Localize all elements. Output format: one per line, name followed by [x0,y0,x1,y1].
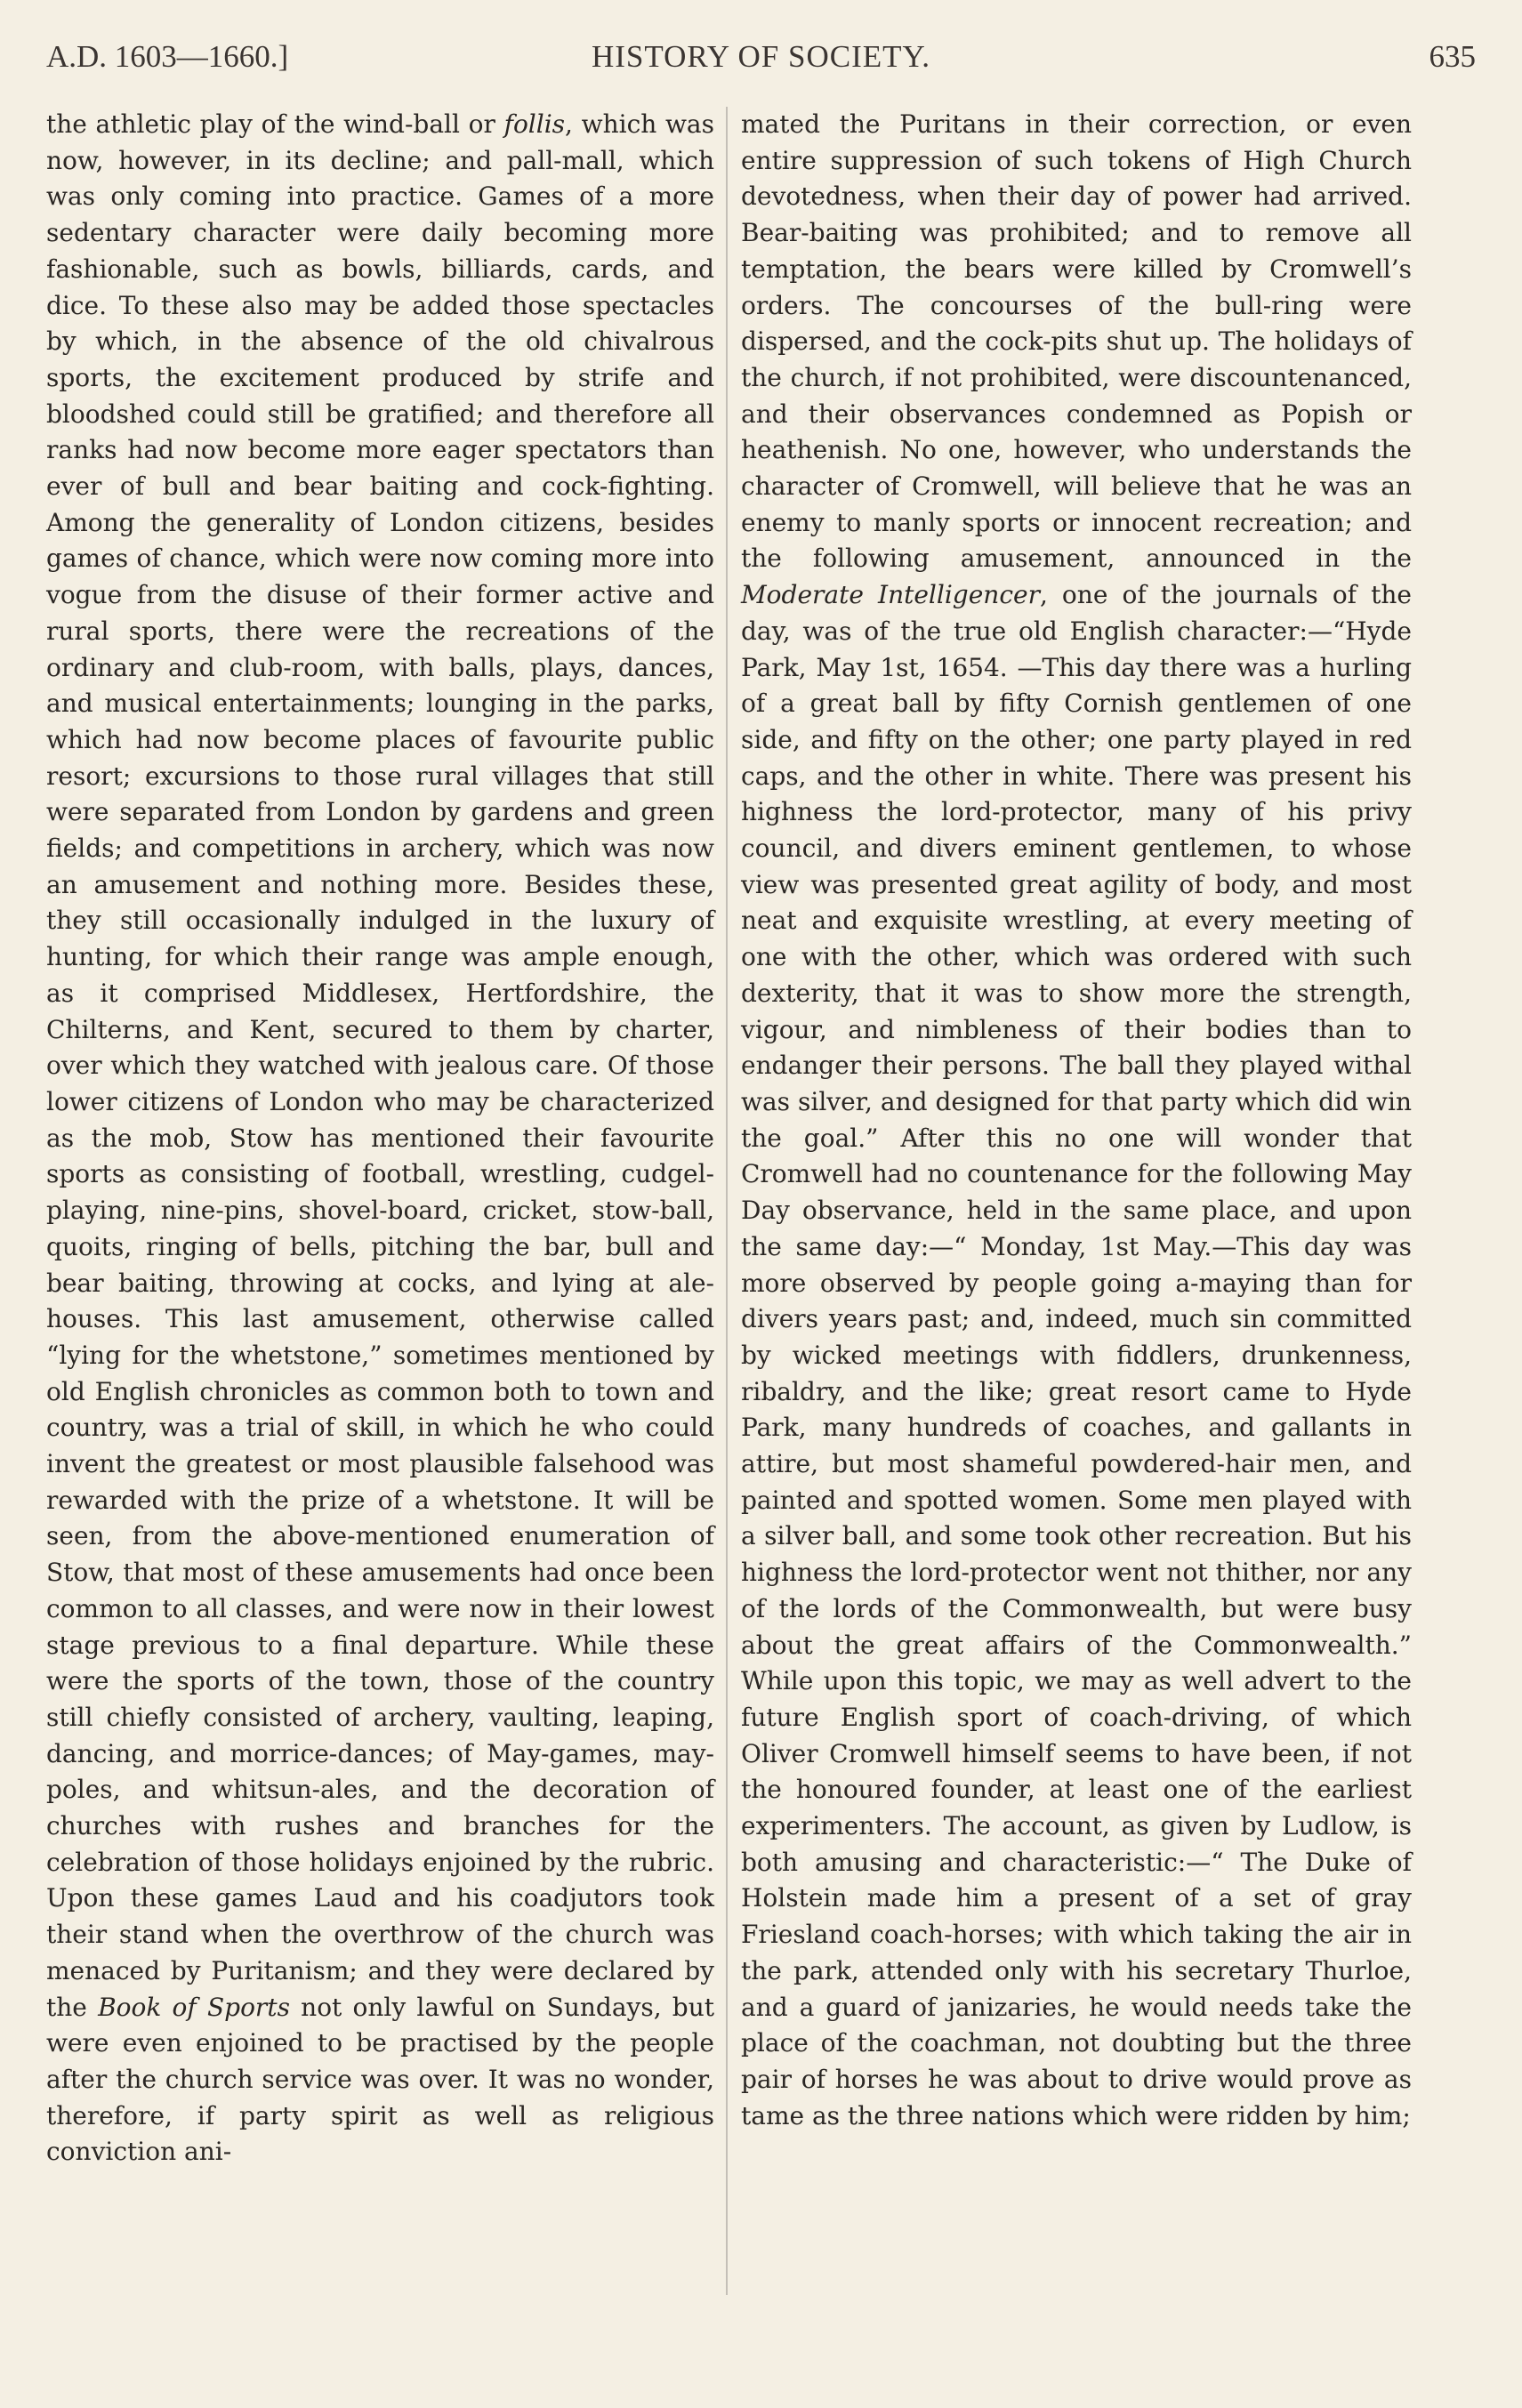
right-column-text [741,107,1412,2134]
text-run: , one of the journals of the day, was of the true old English character:—“Hyde Park, May 1st, 1654. —This day there was a hurling of a great ball by fifty Cornish gentlemen of one side, and fifty on the other; one party played in red caps, and the other in white. There was present his highness the lord-protector, many of his privy council, and divers eminent gentlemen, to whose view was presented great agility of body, and most neat and exquisite wrestling, at every meeting of one with the other, which was ordered with such dexterity, that it was to show more the strength, vigour, and nimbleness of their bodies than to endanger their persons. The ball they played withal was silver, and designed for that party which did win the goal.” After this no one will wonder that Cromwell had no countenance for the following May Day observance, held in the same place, and upon the same day:—“ Monday, 1st May.—This day was more observed by people going a-maying than for divers years past; and, indeed, much sin committed by wicked meetings with fiddlers, drunkenness, ribaldry, and the like; great resort came to Hyde Park, many hundreds of coaches, and gallants in attire, but most shameful powdered-hair men, and painted and spotted women. Some men played with a silver ball, and some took other recreation. But his highness the lord-protector went not thither, nor any of the lords of the Commonwealth, but were busy about the great affairs of the Commonwealth.” While upon this topic, we may as well advert to the future English sport of coach-driving, of which Oliver Cromwell himself seems to have been, if not the honoured founder, at least one of the earliest experimenters. The account, as given by Ludlow, is both amusing and characteristic:—“ The Duke of Holstein made him a present of a set of gray Friesland coach-horses; with which taking the air in the park, attended only with his secretary Thurloe, and a guard of janizaries, he would needs take the place of the coachman, not doubting but the three pair of horses he was about to drive would prove as tame as the three nations which were ridden by him; [741,580,1412,2130]
text-run: , which was now, however, in its decline; and pall-mall, which was only coming into practice. Games of a more sedentary character were daily becoming more fashionable, such as bowls, billiards, cards, and dice. To these also may be added those spectacles by which, in the absence of the old chivalrous sports, the excitement produced by strife and bloodshed could still be gratified; and therefore all ranks had now become more eager spectators than ever of bull and bear baiting and cock-fighting. Among the generality of London citizens, besides games of chance, which were now coming more into vogue from the disuse of their former active and rural sports, there were the recreations of the ordinary and club-room, with balls, plays, dances, and musical entertainments; lounging in the parks, which had now become places of favourite public resort; excursions to those rural villages that still were separated from London by gardens and green fields; and competitions in archery, which was now an amusement and nothing more. Besides these, they still occasionally indulged in the luxury of hunting, for which their range was ample enough, as it comprised Middlesex, Hertfordshire, the Chilterns, and Kent, secured to them by charter, over which they watched with jealous care. Of those lower citizens of London who may be characterized as the mob, Stow has mentioned their favourite sports as consisting of football, wrestling, cudgel-playing, nine-pins, shovel-board, cricket, stow-ball, quoits, ringing of bells, pitching the bar, bull and bear baiting, throwing at cocks, and lying at ale-houses. This last amusement, otherwise called “lying for the whetstone,” sometimes mentioned by old English chronicles as common both to town and country, was a trial of skill, in which he who could invent the greatest or most plausible falsehood was rewarded with the prize of a whetstone. It will be seen, from the above-mentioned enumeration of Stow, that most of these amusements had once been common to all classes, and were now in their lowest stage previous to a final departure. While these were the sports of the town, those of the country still chiefly consisted of archery, vaulting, leaping, dancing, and morrice-dances; of May-games, may-poles, and whitsun-ales, and the decoration of churches with rushes and branches for the celebration of those holidays enjoined by the rubric. Upon these games Laud and his coadjutors took their stand when the overthrow of the church was menaced by Puritanism; and they were declared by the [46,109,714,2022]
running-header [46,39,1476,89]
italic-term: follis [503,109,566,139]
italic-title: Moderate Intelligencer [741,580,1040,610]
page-number: 635 [1429,39,1476,74]
italic-title: Book of Sports [98,1992,290,2022]
left-column [46,107,714,2170]
left-column-text [46,107,714,2170]
column-divider [726,107,728,2295]
text-run: mated the Puritans in their correction, or even entire suppression of such tokens of High Church devotedness, when their day of power had arrived. Bear-baiting was prohibited; and to remove all temptation, the bears were killed by Cromwell’s orders. The concourses of the bull-ring were dispersed, and the cock-pits shut up. The holidays of the church, if not prohibited, were discountenanced, and their observances condemned as Popish or heathenish. No one, however, who understands the character of Cromwell, will believe that he was an enemy to manly sports or innocent recreation; and the following amusement, announced in the [741,109,1412,574]
right-column [741,107,1412,2134]
text-run: the athletic play of the wind-ball or [46,109,495,139]
running-title: HISTORY OF SOCIETY. [591,39,931,74]
text-run: not only lawful on Sundays, but were even enjoined to be practised by the people after the church service was over. It was no wonder, therefore, if party spirit as well as religious conviction ani- [46,1992,715,2167]
date-range: A.D. 1603—1660.] [46,39,289,74]
